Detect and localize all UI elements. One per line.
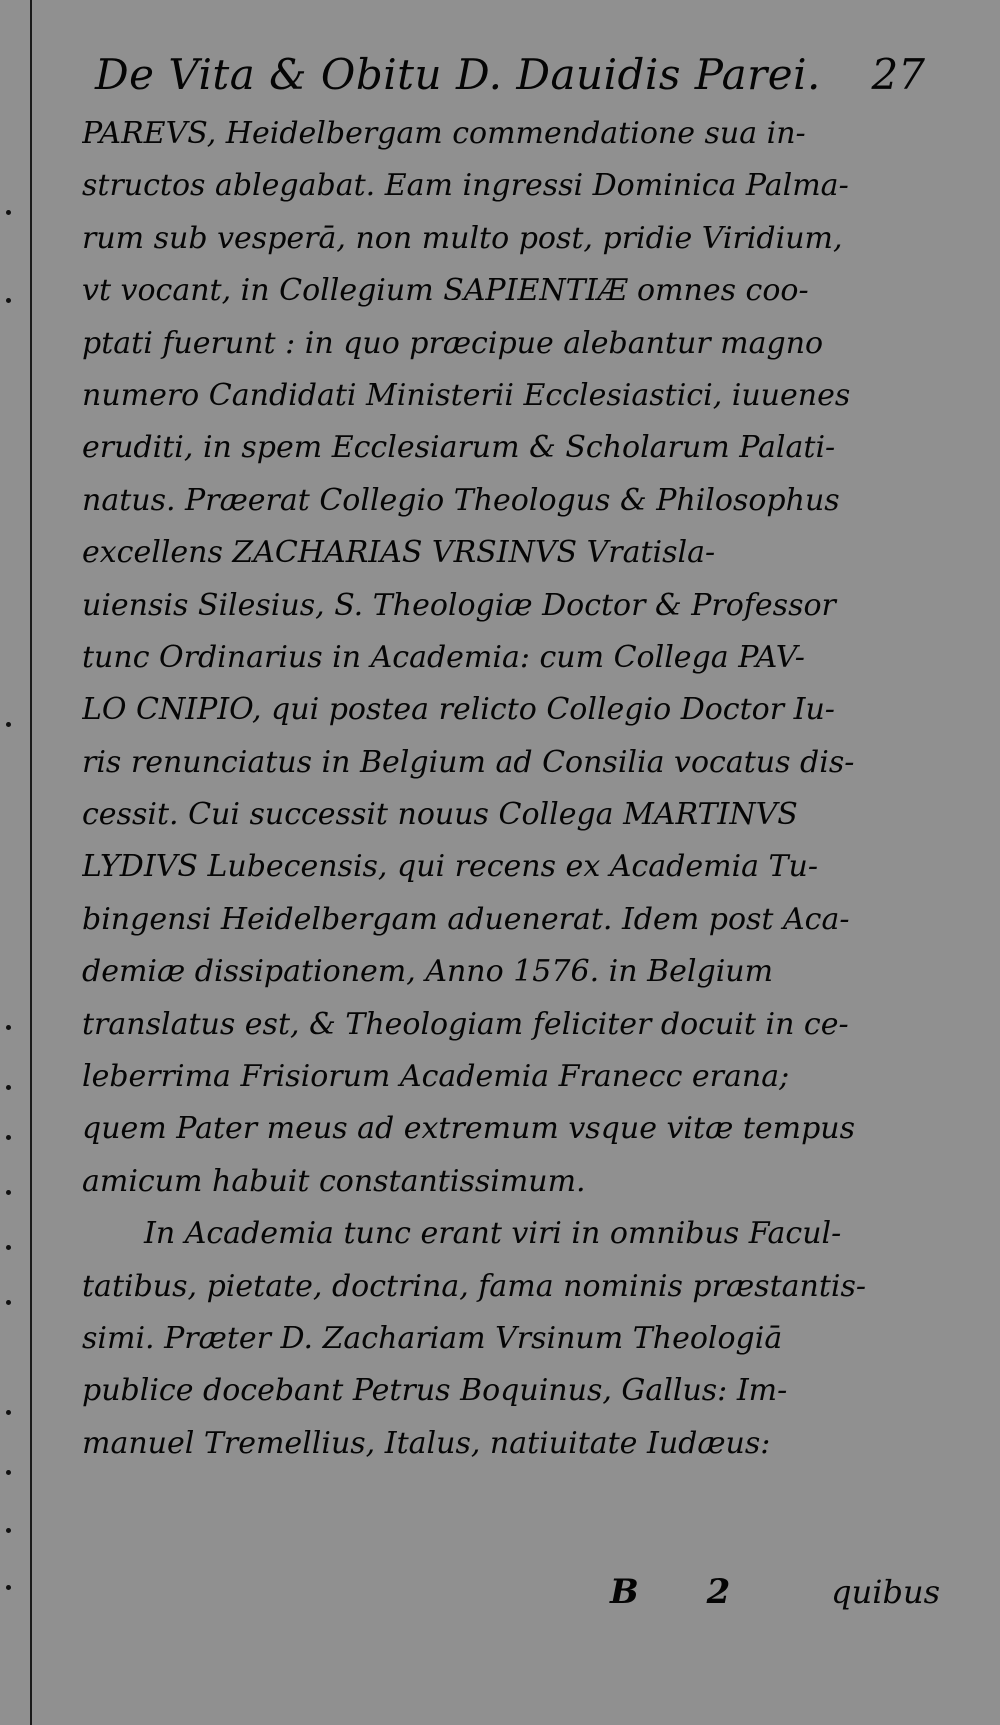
margin-speck <box>6 1025 11 1030</box>
text-line: leberrima Frisiorum Academia Franecc erana; <box>82 1059 790 1095</box>
text-line: tunc Ordinarius in Academia: cum Collega PAV- <box>82 639 805 675</box>
margin-speck <box>6 1190 11 1195</box>
text-line: rum sub vesperā, non multo post, pridie Viridium, <box>82 220 843 256</box>
margin-speck <box>6 1410 11 1415</box>
running-head <box>95 45 925 105</box>
text-line: ris renunciatus in Belgium ad Consilia vocatus dis- <box>82 744 855 780</box>
text-line: ptati fuerunt : in quo præcipue alebantur magno <box>82 325 824 361</box>
text-line: excellens ZACHARIAS VRSINVS Vratisla- <box>82 535 716 571</box>
running-title: De Vita & Obitu D. Dauidis Parei. <box>95 50 821 99</box>
margin-speck <box>6 1585 11 1590</box>
text-line: structos ablegabat. Eam ingressi Dominica Palma- <box>82 168 849 204</box>
body-text <box>82 108 930 1470</box>
text-line: In Academia tunc erant viri in omnibus Facul- <box>144 1216 842 1252</box>
text-line: cessit. Cui successit nouus Collega MARTINVS <box>82 797 798 833</box>
text-line: PAREVS, Heidelbergam commendatione sua in- <box>82 116 806 151</box>
margin-speck <box>6 1528 11 1533</box>
text-line: bingensi Heidelbergam aduenerat. Idem post Aca- <box>82 901 850 937</box>
margin-speck <box>6 210 11 215</box>
text-line: eruditi, in spem Ecclesiarum & Scholarum Palati- <box>82 430 836 466</box>
text-line: translatus est, & Theologiam feliciter docuit in ce- <box>82 1006 849 1042</box>
margin-speck <box>6 298 11 303</box>
page-number: 27 <box>871 50 925 99</box>
margin-speck <box>6 1470 11 1475</box>
text-line: demiæ dissipationem, Anno 1576. in Belgium <box>82 954 774 990</box>
margin-speck <box>6 722 11 727</box>
text-line: LYDIVS Lubecensis, qui recens ex Academia Tu- <box>82 849 819 885</box>
text-line: natus. Præerat Collegio Theologus & Philosophus <box>82 482 840 518</box>
catchline <box>82 1562 940 1622</box>
gutter-rule <box>30 0 32 1725</box>
text-line: vt vocant, in Collegium SAPIENTIÆ omnes coo- <box>82 273 809 309</box>
text-line: uiensis Silesius, S. Theologiæ Doctor & Professor <box>82 587 836 623</box>
signature-mark: B 2 <box>610 1572 759 1612</box>
text-line: numero Candidati Ministerii Ecclesiastici, iuuenes <box>82 377 851 413</box>
margin-speck <box>6 1085 11 1090</box>
text-line: tatibus, pietate, doctrina, fama nominis præstantis- <box>82 1268 867 1304</box>
text-line: simi. Præter D. Zachariam Vrsinum Theologiā <box>82 1320 783 1356</box>
margin-speck <box>6 1245 11 1250</box>
catchword: quibus <box>831 1573 940 1611</box>
margin-speck <box>6 1135 11 1140</box>
text-line: manuel Tremellius, Italus, natiuitate Iudæus: <box>82 1425 771 1461</box>
margin-speck <box>6 1300 11 1305</box>
text-line: publice docebant Petrus Boquinus, Gallus: Im- <box>82 1373 788 1409</box>
text-line: LO CNIPIO, qui postea relicto Collegio Doctor Iu- <box>82 692 835 728</box>
text-line: quem Pater meus ad extremum vsque vitæ tempus <box>82 1111 855 1147</box>
text-line: amicum habuit constantissimum. <box>82 1163 586 1199</box>
